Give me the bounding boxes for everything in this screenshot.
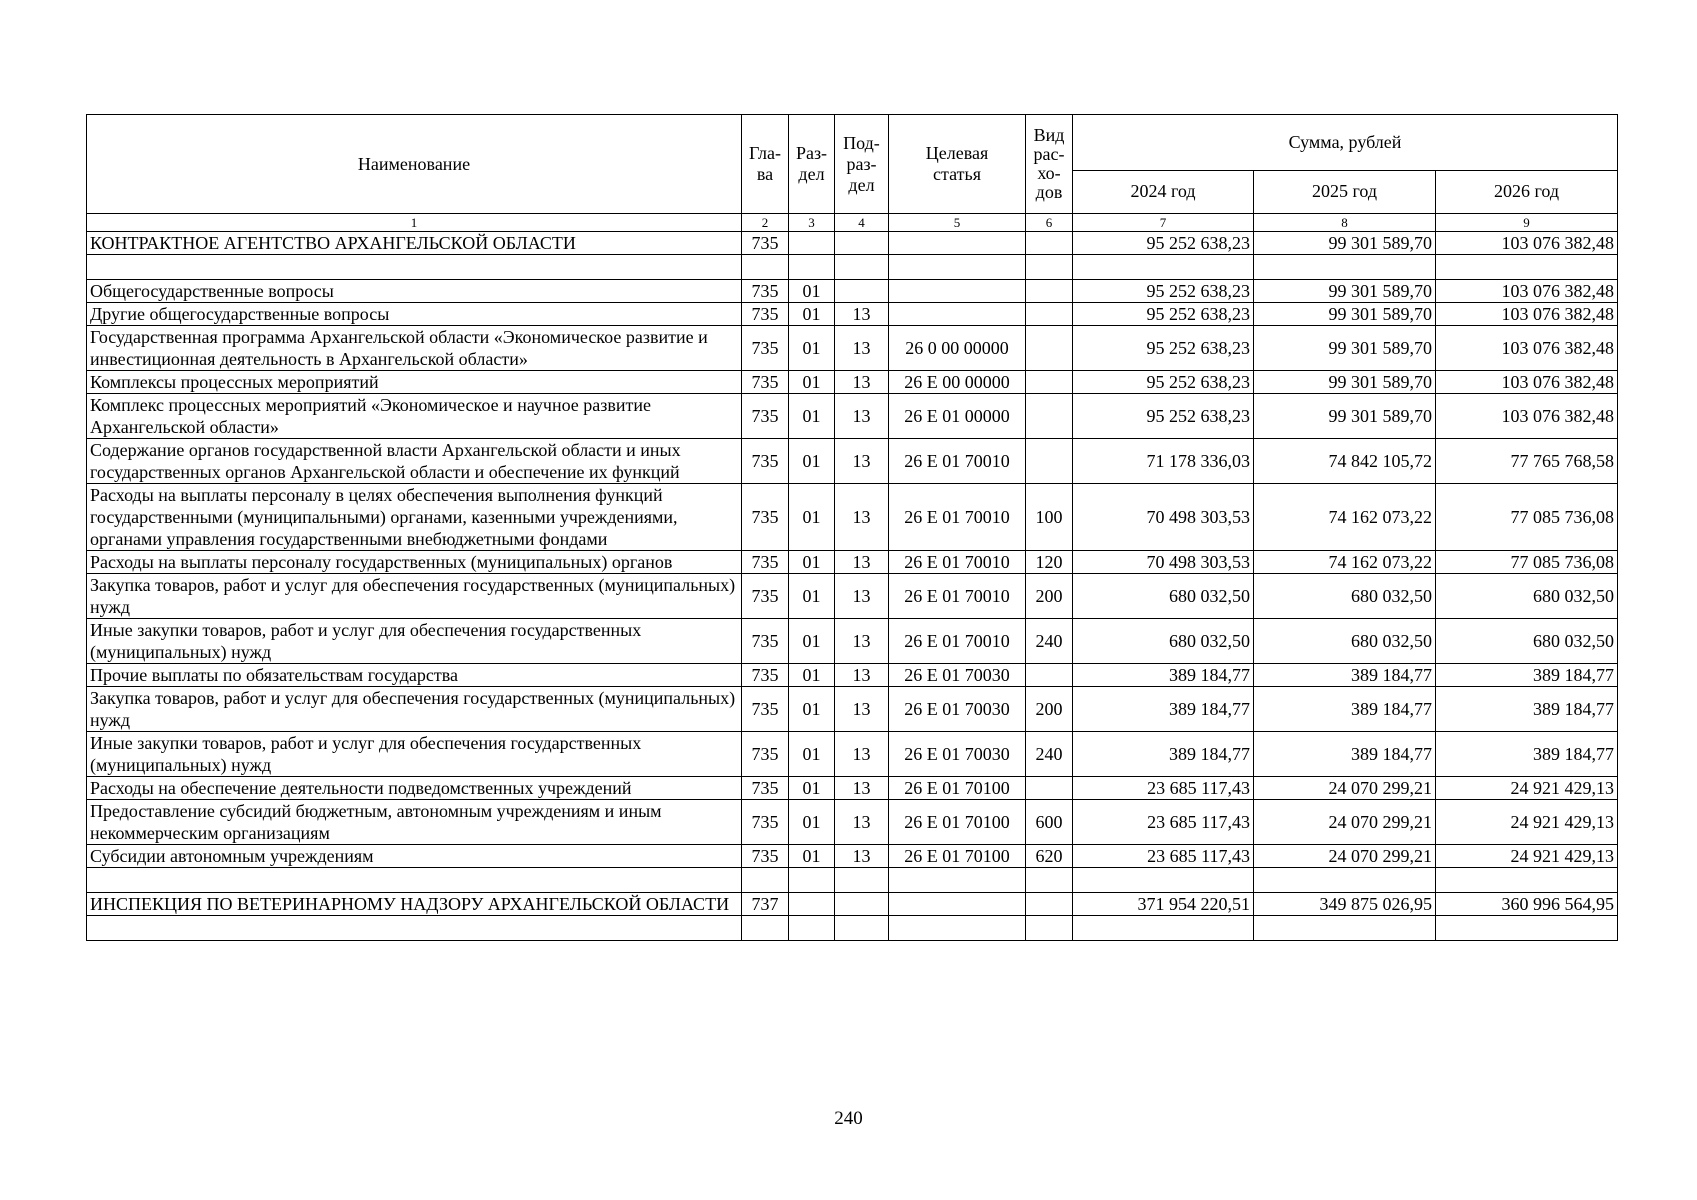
cell-2026: 103 076 382,48 — [1436, 232, 1618, 255]
cell-2025: 389 184,77 — [1254, 664, 1436, 687]
header-2024: 2024 год — [1073, 170, 1254, 213]
header-sum: Сумма, рублей — [1073, 115, 1618, 171]
cell-subsection: 13 — [835, 439, 889, 484]
cell-2024 — [1073, 255, 1254, 280]
cell-2025: 74 842 105,72 — [1254, 439, 1436, 484]
cell-chapter: 735 — [742, 687, 789, 732]
cell-section: 01 — [789, 619, 835, 664]
cell-section: 01 — [789, 687, 835, 732]
cell-section — [789, 232, 835, 255]
cell-2024: 23 685 117,43 — [1073, 845, 1254, 868]
cell-chapter: 737 — [742, 893, 789, 916]
cell-target: 26 Е 01 70100 — [889, 845, 1026, 868]
cell-2024: 23 685 117,43 — [1073, 800, 1254, 845]
cell-kind — [1026, 916, 1073, 941]
cell-target — [889, 868, 1026, 893]
cell-kind — [1026, 664, 1073, 687]
cell-chapter: 735 — [742, 664, 789, 687]
header-subsection: Под- раз- дел — [835, 115, 889, 214]
cell-kind: 120 — [1026, 551, 1073, 574]
cell-2026: 103 076 382,48 — [1436, 326, 1618, 371]
cell-subsection: 13 — [835, 777, 889, 800]
cell-section: 01 — [789, 551, 835, 574]
cell-2025: 680 032,50 — [1254, 619, 1436, 664]
cell-kind — [1026, 280, 1073, 303]
cell-2026: 389 184,77 — [1436, 664, 1618, 687]
cell-name: Прочие выплаты по обязательствам государства — [87, 664, 742, 687]
cell-chapter: 735 — [742, 845, 789, 868]
cell-2024: 680 032,50 — [1073, 619, 1254, 664]
cell-target: 26 0 00 00000 — [889, 326, 1026, 371]
cell-kind — [1026, 303, 1073, 326]
column-number: 3 — [789, 214, 835, 232]
cell-kind — [1026, 394, 1073, 439]
cell-target: 26 Е 00 00000 — [889, 371, 1026, 394]
cell-target: 26 Е 01 70010 — [889, 439, 1026, 484]
cell-subsection: 13 — [835, 574, 889, 619]
cell-chapter — [742, 255, 789, 280]
header-name: Наименование — [87, 115, 742, 214]
header-2025: 2025 год — [1254, 170, 1436, 213]
cell-2025: 99 301 589,70 — [1254, 326, 1436, 371]
cell-2026: 680 032,50 — [1436, 574, 1618, 619]
cell-2025: 389 184,77 — [1254, 687, 1436, 732]
cell-subsection — [835, 893, 889, 916]
cell-2025: 24 070 299,21 — [1254, 777, 1436, 800]
cell-subsection: 13 — [835, 619, 889, 664]
cell-section: 01 — [789, 394, 835, 439]
cell-name: ИНСПЕКЦИЯ ПО ВЕТЕРИНАРНОМУ НАДЗОРУ АРХАНГЕЛЬСКОЙ ОБЛАСТИ — [87, 893, 742, 916]
cell-subsection: 13 — [835, 371, 889, 394]
header-kind: Вид рас- хо- дов — [1026, 115, 1073, 214]
cell-chapter: 735 — [742, 280, 789, 303]
cell-kind — [1026, 255, 1073, 280]
cell-2026: 103 076 382,48 — [1436, 394, 1618, 439]
cell-chapter: 735 — [742, 551, 789, 574]
cell-target: 26 Е 01 70030 — [889, 732, 1026, 777]
cell-2025 — [1254, 255, 1436, 280]
cell-kind: 240 — [1026, 619, 1073, 664]
cell-name: Другие общегосударственные вопросы — [87, 303, 742, 326]
cell-subsection: 13 — [835, 394, 889, 439]
cell-2024: 389 184,77 — [1073, 732, 1254, 777]
cell-name: Комплекс процессных мероприятий «Экономическое и научное развитие Архангельской области» — [87, 394, 742, 439]
cell-target: 26 Е 01 70100 — [889, 777, 1026, 800]
cell-name: Закупка товаров, работ и услуг для обеспечения государственных (муниципальных) нужд — [87, 687, 742, 732]
cell-name: Иные закупки товаров, работ и услуг для обеспечения государственных (муниципальных) нужд — [87, 732, 742, 777]
cell-2025: 680 032,50 — [1254, 574, 1436, 619]
cell-target: 26 Е 01 70010 — [889, 484, 1026, 551]
cell-kind — [1026, 439, 1073, 484]
cell-2024: 95 252 638,23 — [1073, 394, 1254, 439]
cell-name: Содержание органов государственной власти Архангельской области и иных государственных органов Архангельской области и обеспечение их функций — [87, 439, 742, 484]
cell-subsection: 13 — [835, 303, 889, 326]
cell-name: КОНТРАКТНОЕ АГЕНТСТВО АРХАНГЕЛЬСКОЙ ОБЛАСТИ — [87, 232, 742, 255]
cell-name: Государственная программа Архангельской области «Экономическое развитие и инвестиционная деятельность в Архангельской области» — [87, 326, 742, 371]
cell-chapter: 735 — [742, 777, 789, 800]
cell-2024: 95 252 638,23 — [1073, 371, 1254, 394]
cell-name — [87, 255, 742, 280]
cell-chapter: 735 — [742, 484, 789, 551]
cell-2025: 24 070 299,21 — [1254, 845, 1436, 868]
cell-2024: 23 685 117,43 — [1073, 777, 1254, 800]
cell-2025: 99 301 589,70 — [1254, 371, 1436, 394]
cell-2026 — [1436, 916, 1618, 941]
column-number: 4 — [835, 214, 889, 232]
cell-2024: 95 252 638,23 — [1073, 232, 1254, 255]
column-numbers-row — [87, 214, 1618, 232]
table-body — [87, 232, 1618, 941]
column-number: 7 — [1073, 214, 1254, 232]
cell-section — [789, 893, 835, 916]
cell-kind — [1026, 868, 1073, 893]
cell-2026: 389 184,77 — [1436, 732, 1618, 777]
cell-chapter: 735 — [742, 326, 789, 371]
cell-2024: 95 252 638,23 — [1073, 303, 1254, 326]
cell-subsection: 13 — [835, 664, 889, 687]
cell-2024: 95 252 638,23 — [1073, 280, 1254, 303]
cell-2024: 70 498 303,53 — [1073, 484, 1254, 551]
cell-2026: 24 921 429,13 — [1436, 800, 1618, 845]
cell-section: 01 — [789, 574, 835, 619]
cell-name: Расходы на обеспечение деятельности подведомственных учреждений — [87, 777, 742, 800]
column-number: 2 — [742, 214, 789, 232]
cell-kind: 240 — [1026, 732, 1073, 777]
cell-2024: 371 954 220,51 — [1073, 893, 1254, 916]
cell-kind — [1026, 326, 1073, 371]
cell-kind: 100 — [1026, 484, 1073, 551]
cell-kind — [1026, 777, 1073, 800]
cell-section: 01 — [789, 439, 835, 484]
table-row — [87, 619, 1618, 664]
cell-2026: 389 184,77 — [1436, 687, 1618, 732]
table-row — [87, 303, 1618, 326]
cell-2025: 99 301 589,70 — [1254, 303, 1436, 326]
cell-section: 01 — [789, 732, 835, 777]
cell-name: Общегосударственные вопросы — [87, 280, 742, 303]
cell-kind — [1026, 371, 1073, 394]
cell-2024 — [1073, 916, 1254, 941]
column-number: 1 — [87, 214, 742, 232]
table-row — [87, 893, 1618, 916]
budget-sheet — [86, 114, 1617, 941]
cell-2026: 103 076 382,48 — [1436, 371, 1618, 394]
table-row — [87, 484, 1618, 551]
cell-2026 — [1436, 868, 1618, 893]
cell-name: Субсидии автономным учреждениям — [87, 845, 742, 868]
cell-subsection: 13 — [835, 551, 889, 574]
cell-2025 — [1254, 868, 1436, 893]
cell-subsection — [835, 280, 889, 303]
cell-2025: 349 875 026,95 — [1254, 893, 1436, 916]
cell-2025 — [1254, 916, 1436, 941]
table-row — [87, 687, 1618, 732]
cell-section: 01 — [789, 777, 835, 800]
empty-row — [87, 255, 1618, 280]
header-2026: 2026 год — [1436, 170, 1618, 213]
cell-2024: 680 032,50 — [1073, 574, 1254, 619]
cell-kind: 600 — [1026, 800, 1073, 845]
cell-2025: 99 301 589,70 — [1254, 280, 1436, 303]
cell-target: 26 Е 01 70030 — [889, 687, 1026, 732]
cell-2024: 71 178 336,03 — [1073, 439, 1254, 484]
cell-2026: 24 921 429,13 — [1436, 777, 1618, 800]
cell-section: 01 — [789, 800, 835, 845]
column-number: 5 — [889, 214, 1026, 232]
cell-section: 01 — [789, 484, 835, 551]
cell-section: 01 — [789, 845, 835, 868]
header-target: Целевая статья — [889, 115, 1026, 214]
cell-subsection: 13 — [835, 800, 889, 845]
cell-2024: 389 184,77 — [1073, 687, 1254, 732]
table-row — [87, 800, 1618, 845]
column-number: 6 — [1026, 214, 1073, 232]
table-row — [87, 394, 1618, 439]
column-number: 9 — [1436, 214, 1618, 232]
cell-section — [789, 255, 835, 280]
cell-2024: 70 498 303,53 — [1073, 551, 1254, 574]
cell-subsection — [835, 255, 889, 280]
cell-name — [87, 916, 742, 941]
cell-chapter: 735 — [742, 371, 789, 394]
cell-name: Иные закупки товаров, работ и услуг для обеспечения государственных (муниципальных) нужд — [87, 619, 742, 664]
table-row — [87, 777, 1618, 800]
table-row — [87, 280, 1618, 303]
cell-target: 26 Е 01 70010 — [889, 574, 1026, 619]
cell-chapter: 735 — [742, 800, 789, 845]
cell-target: 26 Е 01 70030 — [889, 664, 1026, 687]
cell-2026: 77 085 736,08 — [1436, 551, 1618, 574]
cell-2026: 77 765 768,58 — [1436, 439, 1618, 484]
table-row — [87, 551, 1618, 574]
cell-name — [87, 868, 742, 893]
cell-subsection: 13 — [835, 326, 889, 371]
empty-row — [87, 916, 1618, 941]
header-chapter: Гла- ва — [742, 115, 789, 214]
cell-target — [889, 232, 1026, 255]
cell-section: 01 — [789, 371, 835, 394]
table-row — [87, 574, 1618, 619]
cell-2024: 95 252 638,23 — [1073, 326, 1254, 371]
cell-name: Закупка товаров, работ и услуг для обеспечения государственных (муниципальных) нужд — [87, 574, 742, 619]
budget-table — [86, 114, 1618, 941]
cell-target — [889, 303, 1026, 326]
cell-chapter: 735 — [742, 574, 789, 619]
table-row — [87, 232, 1618, 255]
cell-chapter: 735 — [742, 732, 789, 777]
cell-section — [789, 868, 835, 893]
cell-2025: 99 301 589,70 — [1254, 232, 1436, 255]
cell-target — [889, 255, 1026, 280]
cell-section: 01 — [789, 664, 835, 687]
cell-chapter: 735 — [742, 303, 789, 326]
page-number: 240 — [834, 1108, 863, 1129]
cell-section: 01 — [789, 326, 835, 371]
cell-kind — [1026, 893, 1073, 916]
cell-2026: 103 076 382,48 — [1436, 303, 1618, 326]
cell-target: 26 Е 01 70010 — [889, 551, 1026, 574]
cell-subsection: 13 — [835, 687, 889, 732]
cell-2026: 360 996 564,95 — [1436, 893, 1618, 916]
cell-subsection — [835, 916, 889, 941]
header-section: Раз- дел — [789, 115, 835, 214]
cell-2026: 24 921 429,13 — [1436, 845, 1618, 868]
cell-2026 — [1436, 255, 1618, 280]
cell-target: 26 Е 01 00000 — [889, 394, 1026, 439]
table-row — [87, 664, 1618, 687]
cell-kind: 200 — [1026, 574, 1073, 619]
cell-subsection: 13 — [835, 845, 889, 868]
cell-subsection: 13 — [835, 484, 889, 551]
column-number: 8 — [1254, 214, 1436, 232]
cell-chapter — [742, 868, 789, 893]
cell-2025: 74 162 073,22 — [1254, 484, 1436, 551]
cell-target: 26 Е 01 70010 — [889, 619, 1026, 664]
cell-subsection — [835, 868, 889, 893]
table-row — [87, 439, 1618, 484]
cell-section: 01 — [789, 280, 835, 303]
cell-2025: 99 301 589,70 — [1254, 394, 1436, 439]
cell-chapter: 735 — [742, 394, 789, 439]
cell-2026: 77 085 736,08 — [1436, 484, 1618, 551]
cell-2025: 74 162 073,22 — [1254, 551, 1436, 574]
cell-2026: 680 032,50 — [1436, 619, 1618, 664]
cell-kind — [1026, 232, 1073, 255]
header-row-top — [87, 115, 1618, 171]
empty-row — [87, 868, 1618, 893]
cell-target — [889, 916, 1026, 941]
cell-subsection — [835, 232, 889, 255]
cell-2024: 389 184,77 — [1073, 664, 1254, 687]
cell-name: Комплексы процессных мероприятий — [87, 371, 742, 394]
cell-section: 01 — [789, 303, 835, 326]
cell-2025: 24 070 299,21 — [1254, 800, 1436, 845]
cell-subsection: 13 — [835, 732, 889, 777]
table-row — [87, 732, 1618, 777]
cell-2024 — [1073, 868, 1254, 893]
cell-chapter: 735 — [742, 439, 789, 484]
cell-2025: 389 184,77 — [1254, 732, 1436, 777]
cell-target — [889, 280, 1026, 303]
cell-chapter: 735 — [742, 619, 789, 664]
cell-chapter — [742, 916, 789, 941]
table-row — [87, 845, 1618, 868]
cell-name: Предоставление субсидий бюджетным, автономным учреждениям и иным некоммерческим организациям — [87, 800, 742, 845]
cell-2026: 103 076 382,48 — [1436, 280, 1618, 303]
cell-section — [789, 916, 835, 941]
cell-name: Расходы на выплаты персоналу государственных (муниципальных) органов — [87, 551, 742, 574]
cell-kind: 620 — [1026, 845, 1073, 868]
cell-kind: 200 — [1026, 687, 1073, 732]
table-row — [87, 326, 1618, 371]
cell-name: Расходы на выплаты персоналу в целях обеспечения выполнения функций государственными (муниципальными) органами, казенными учреждениями, органами управления государственными внебюджетными фондами — [87, 484, 742, 551]
cell-target: 26 Е 01 70100 — [889, 800, 1026, 845]
cell-chapter: 735 — [742, 232, 789, 255]
table-row — [87, 371, 1618, 394]
cell-target — [889, 893, 1026, 916]
